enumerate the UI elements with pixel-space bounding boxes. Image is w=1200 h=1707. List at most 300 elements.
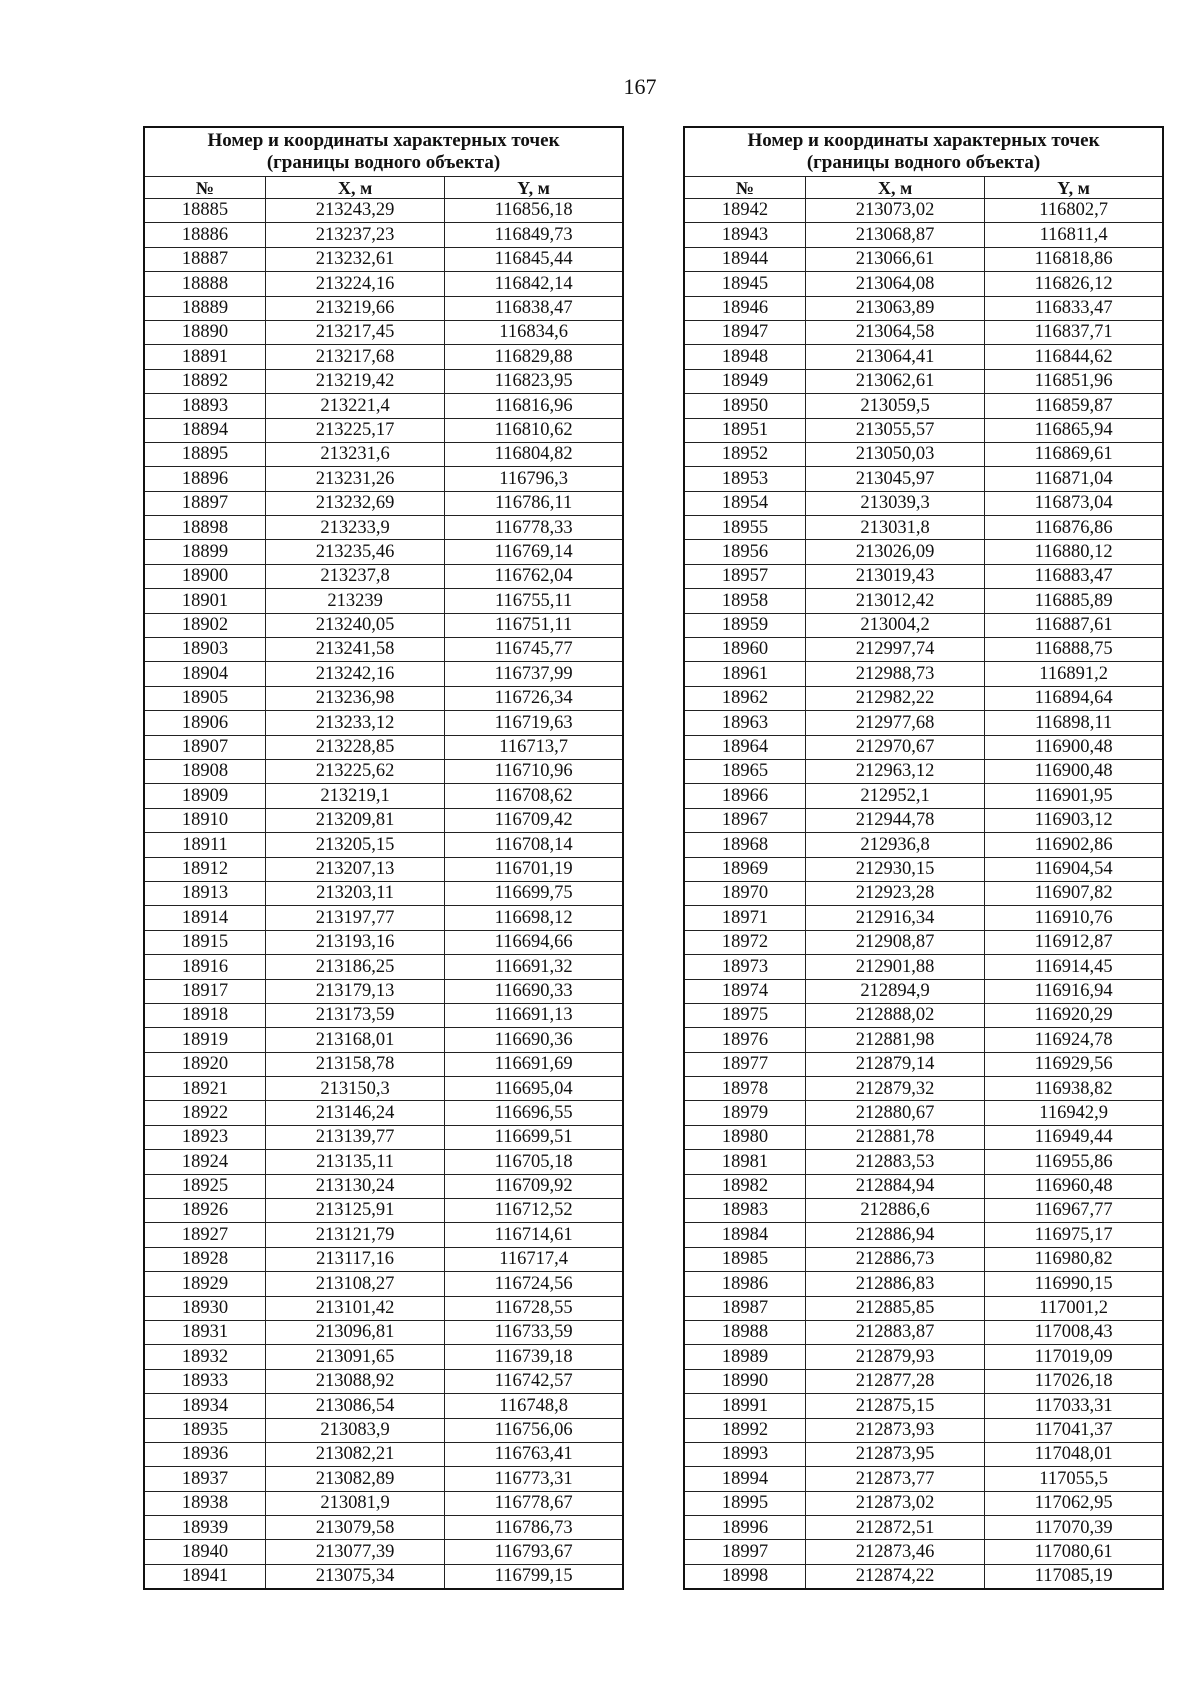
x-coordinate-cell: 213228,85 — [265, 735, 444, 759]
point-number-cell: 18905 — [144, 686, 265, 710]
table-row — [144, 1150, 623, 1174]
y-coordinate-cell: 116762,04 — [445, 564, 623, 588]
table-row — [684, 272, 1163, 296]
table-row — [144, 1272, 623, 1296]
table-row — [144, 1418, 623, 1442]
column-header-y: Y, м — [985, 177, 1163, 199]
point-number-cell: 18929 — [144, 1272, 265, 1296]
x-coordinate-cell: 213197,77 — [265, 906, 444, 930]
point-number-cell: 18894 — [144, 418, 265, 442]
point-number-cell: 18901 — [144, 589, 265, 613]
point-number-cell: 18931 — [144, 1320, 265, 1344]
table-row — [684, 1003, 1163, 1027]
y-coordinate-cell: 116811,4 — [985, 223, 1163, 247]
y-coordinate-cell: 116949,44 — [985, 1125, 1163, 1149]
point-number-cell: 18976 — [684, 1028, 805, 1052]
table-row — [684, 1247, 1163, 1271]
point-number-cell: 18992 — [684, 1418, 805, 1442]
table-row — [144, 1247, 623, 1271]
x-coordinate-cell: 213146,24 — [265, 1101, 444, 1125]
point-number-cell: 18974 — [684, 979, 805, 1003]
y-coordinate-cell: 116708,14 — [445, 833, 623, 857]
table-row — [144, 516, 623, 540]
table-row — [684, 564, 1163, 588]
x-coordinate-cell: 213079,58 — [265, 1516, 444, 1540]
y-coordinate-cell: 116690,36 — [445, 1028, 623, 1052]
table-row — [144, 1052, 623, 1076]
table-row — [144, 491, 623, 515]
y-coordinate-cell: 116748,8 — [445, 1394, 623, 1418]
x-coordinate-cell: 213173,59 — [265, 1003, 444, 1027]
point-number-cell: 18911 — [144, 833, 265, 857]
y-coordinate-cell: 116883,47 — [985, 564, 1163, 588]
point-number-cell: 18896 — [144, 467, 265, 491]
table-row — [684, 711, 1163, 735]
table-row — [144, 833, 623, 857]
x-coordinate-cell: 213077,39 — [265, 1540, 444, 1564]
x-coordinate-cell: 212879,93 — [805, 1345, 984, 1369]
table-row — [684, 296, 1163, 320]
point-number-cell: 18962 — [684, 686, 805, 710]
point-number-cell: 18895 — [144, 442, 265, 466]
x-coordinate-cell: 213217,45 — [265, 320, 444, 344]
point-number-cell: 18950 — [684, 394, 805, 418]
table-caption — [684, 127, 1163, 177]
point-number-cell: 18990 — [684, 1369, 805, 1393]
table-row — [144, 296, 623, 320]
x-coordinate-cell: 213231,6 — [265, 442, 444, 466]
point-number-cell: 18889 — [144, 296, 265, 320]
x-coordinate-cell: 213242,16 — [265, 662, 444, 686]
y-coordinate-cell: 116816,96 — [445, 394, 623, 418]
point-number-cell: 18907 — [144, 735, 265, 759]
x-coordinate-cell: 212881,78 — [805, 1125, 984, 1149]
x-coordinate-cell: 212977,68 — [805, 711, 984, 735]
point-number-cell: 18909 — [144, 784, 265, 808]
point-number-cell: 18903 — [144, 638, 265, 662]
y-coordinate-cell: 117001,2 — [985, 1296, 1163, 1320]
x-coordinate-cell: 213240,05 — [265, 613, 444, 637]
point-number-cell: 18902 — [144, 613, 265, 637]
x-coordinate-cell: 213045,97 — [805, 467, 984, 491]
point-number-cell: 18891 — [144, 345, 265, 369]
point-number-cell: 18908 — [144, 759, 265, 783]
x-coordinate-cell: 213075,34 — [265, 1564, 444, 1589]
y-coordinate-cell: 116778,67 — [445, 1491, 623, 1515]
x-coordinate-cell: 213086,54 — [265, 1394, 444, 1418]
x-coordinate-cell: 213205,15 — [265, 833, 444, 857]
point-number-cell: 18885 — [144, 199, 265, 223]
x-coordinate-cell: 212923,28 — [805, 881, 984, 905]
table-row — [144, 1296, 623, 1320]
point-number-cell: 18951 — [684, 418, 805, 442]
table-row — [684, 467, 1163, 491]
y-coordinate-cell: 117070,39 — [985, 1516, 1163, 1540]
y-coordinate-cell: 116859,87 — [985, 394, 1163, 418]
x-coordinate-cell: 213237,8 — [265, 564, 444, 588]
point-number-cell: 18906 — [144, 711, 265, 735]
point-number-cell: 18914 — [144, 906, 265, 930]
x-coordinate-cell: 212873,93 — [805, 1418, 984, 1442]
point-number-cell: 18958 — [684, 589, 805, 613]
table-row — [144, 638, 623, 662]
y-coordinate-cell: 116691,13 — [445, 1003, 623, 1027]
point-number-cell: 18925 — [144, 1174, 265, 1198]
table-row — [144, 1223, 623, 1247]
y-coordinate-cell: 116842,14 — [445, 272, 623, 296]
table-row — [144, 857, 623, 881]
y-coordinate-cell: 116838,47 — [445, 296, 623, 320]
y-coordinate-cell: 116901,95 — [985, 784, 1163, 808]
x-coordinate-cell: 212886,73 — [805, 1247, 984, 1271]
point-number-cell: 18949 — [684, 369, 805, 393]
y-coordinate-cell: 116910,76 — [985, 906, 1163, 930]
point-number-cell: 18915 — [144, 930, 265, 954]
point-number-cell: 18965 — [684, 759, 805, 783]
x-coordinate-cell: 213082,89 — [265, 1467, 444, 1491]
table-row — [684, 1442, 1163, 1466]
x-coordinate-cell: 213064,58 — [805, 320, 984, 344]
point-number-cell: 18913 — [144, 881, 265, 905]
y-coordinate-cell: 116799,15 — [445, 1564, 623, 1589]
y-coordinate-cell: 116891,2 — [985, 662, 1163, 686]
y-coordinate-cell: 116778,33 — [445, 516, 623, 540]
table-row — [684, 1418, 1163, 1442]
coordinates-table-right — [683, 126, 1164, 1590]
x-coordinate-cell: 212894,9 — [805, 979, 984, 1003]
y-coordinate-cell: 116695,04 — [445, 1077, 623, 1101]
x-coordinate-cell: 212885,85 — [805, 1296, 984, 1320]
table-row — [144, 1345, 623, 1369]
y-coordinate-cell: 116739,18 — [445, 1345, 623, 1369]
y-coordinate-cell: 116709,92 — [445, 1174, 623, 1198]
point-number-cell: 18997 — [684, 1540, 805, 1564]
x-coordinate-cell: 213225,62 — [265, 759, 444, 783]
y-coordinate-cell: 116865,94 — [985, 418, 1163, 442]
x-coordinate-cell: 213031,8 — [805, 516, 984, 540]
table-row — [684, 686, 1163, 710]
x-coordinate-cell: 213096,81 — [265, 1320, 444, 1344]
y-coordinate-cell: 116938,82 — [985, 1077, 1163, 1101]
table-row — [684, 1467, 1163, 1491]
x-coordinate-cell: 213219,66 — [265, 296, 444, 320]
x-coordinate-cell: 212874,22 — [805, 1564, 984, 1589]
table-row — [144, 711, 623, 735]
point-number-cell: 18957 — [684, 564, 805, 588]
x-coordinate-cell: 213019,43 — [805, 564, 984, 588]
point-number-cell: 18948 — [684, 345, 805, 369]
x-coordinate-cell: 212884,94 — [805, 1174, 984, 1198]
y-coordinate-cell: 116975,17 — [985, 1223, 1163, 1247]
table-row — [144, 1491, 623, 1515]
x-coordinate-cell: 213059,5 — [805, 394, 984, 418]
table-row — [684, 638, 1163, 662]
x-coordinate-cell: 213243,29 — [265, 199, 444, 223]
table-row — [684, 1394, 1163, 1418]
table-row — [144, 1077, 623, 1101]
table-row — [144, 662, 623, 686]
table-row — [684, 1125, 1163, 1149]
point-number-cell: 18972 — [684, 930, 805, 954]
y-coordinate-cell: 116714,61 — [445, 1223, 623, 1247]
point-number-cell: 18932 — [144, 1345, 265, 1369]
x-coordinate-cell: 213207,13 — [265, 857, 444, 881]
table-row — [144, 759, 623, 783]
y-coordinate-cell: 116924,78 — [985, 1028, 1163, 1052]
point-number-cell: 18930 — [144, 1296, 265, 1320]
y-coordinate-cell: 116851,96 — [985, 369, 1163, 393]
table-row — [144, 784, 623, 808]
y-coordinate-cell: 117055,5 — [985, 1467, 1163, 1491]
point-number-cell: 18953 — [684, 467, 805, 491]
y-coordinate-cell: 116900,48 — [985, 759, 1163, 783]
x-coordinate-cell: 213130,24 — [265, 1174, 444, 1198]
table-row — [144, 540, 623, 564]
x-coordinate-cell: 213241,58 — [265, 638, 444, 662]
x-coordinate-cell: 212880,67 — [805, 1101, 984, 1125]
y-coordinate-cell: 116894,64 — [985, 686, 1163, 710]
y-coordinate-cell: 116745,77 — [445, 638, 623, 662]
table-row — [144, 1320, 623, 1344]
table-row — [144, 1101, 623, 1125]
point-number-cell: 18956 — [684, 540, 805, 564]
point-number-cell: 18945 — [684, 272, 805, 296]
column-header-y: Y, м — [445, 177, 623, 199]
table-row — [684, 1516, 1163, 1540]
point-number-cell: 18971 — [684, 906, 805, 930]
point-number-cell: 18900 — [144, 564, 265, 588]
point-number-cell: 18996 — [684, 1516, 805, 1540]
y-coordinate-cell: 116990,15 — [985, 1272, 1163, 1296]
table-row — [144, 1516, 623, 1540]
x-coordinate-cell: 212952,1 — [805, 784, 984, 808]
table-row — [144, 979, 623, 1003]
y-coordinate-cell: 116724,56 — [445, 1272, 623, 1296]
table-row — [684, 1296, 1163, 1320]
point-number-cell: 18983 — [684, 1199, 805, 1223]
point-number-cell: 18947 — [684, 320, 805, 344]
table-row — [144, 247, 623, 271]
x-coordinate-cell: 213239 — [265, 589, 444, 613]
table-row — [684, 1077, 1163, 1101]
x-coordinate-cell: 212879,14 — [805, 1052, 984, 1076]
x-coordinate-cell: 213237,23 — [265, 223, 444, 247]
point-number-cell: 18967 — [684, 808, 805, 832]
y-coordinate-cell: 116885,89 — [985, 589, 1163, 613]
point-number-cell: 18898 — [144, 516, 265, 540]
y-coordinate-cell: 116698,12 — [445, 906, 623, 930]
table-row — [144, 808, 623, 832]
table-row — [684, 1564, 1163, 1589]
x-coordinate-cell: 213203,11 — [265, 881, 444, 905]
y-coordinate-cell: 116690,33 — [445, 979, 623, 1003]
y-coordinate-cell: 116710,96 — [445, 759, 623, 783]
table-row — [684, 491, 1163, 515]
x-coordinate-cell: 213082,21 — [265, 1442, 444, 1466]
x-coordinate-cell: 212886,94 — [805, 1223, 984, 1247]
y-coordinate-cell: 116699,51 — [445, 1125, 623, 1149]
point-number-cell: 18910 — [144, 808, 265, 832]
y-coordinate-cell: 117048,01 — [985, 1442, 1163, 1466]
table-row — [684, 1345, 1163, 1369]
point-number-cell: 18919 — [144, 1028, 265, 1052]
table-row — [684, 808, 1163, 832]
x-coordinate-cell: 213063,89 — [805, 296, 984, 320]
point-number-cell: 18922 — [144, 1101, 265, 1125]
table-row — [144, 1199, 623, 1223]
x-coordinate-cell: 213108,27 — [265, 1272, 444, 1296]
x-coordinate-cell: 212908,87 — [805, 930, 984, 954]
y-coordinate-cell: 116823,95 — [445, 369, 623, 393]
y-coordinate-cell: 116810,62 — [445, 418, 623, 442]
y-coordinate-cell: 116845,44 — [445, 247, 623, 271]
table-caption-line2: (границы водного объекта) — [266, 152, 501, 173]
point-number-cell: 18917 — [144, 979, 265, 1003]
y-coordinate-cell: 117080,61 — [985, 1540, 1163, 1564]
point-number-cell: 18989 — [684, 1345, 805, 1369]
table-row — [684, 1174, 1163, 1198]
y-coordinate-cell: 116967,77 — [985, 1199, 1163, 1223]
y-coordinate-cell: 116980,82 — [985, 1247, 1163, 1271]
x-coordinate-cell: 212872,51 — [805, 1516, 984, 1540]
table-row — [144, 930, 623, 954]
table-row — [144, 735, 623, 759]
x-coordinate-cell: 213135,11 — [265, 1150, 444, 1174]
y-coordinate-cell: 116728,55 — [445, 1296, 623, 1320]
point-number-cell: 18890 — [144, 320, 265, 344]
point-number-cell: 18928 — [144, 1247, 265, 1271]
point-number-cell: 18964 — [684, 735, 805, 759]
x-coordinate-cell: 213066,61 — [805, 247, 984, 271]
y-coordinate-cell: 116856,18 — [445, 199, 623, 223]
table-row — [684, 589, 1163, 613]
x-coordinate-cell: 213125,91 — [265, 1199, 444, 1223]
point-number-cell: 18912 — [144, 857, 265, 881]
y-coordinate-cell: 116942,9 — [985, 1101, 1163, 1125]
y-coordinate-cell: 116929,56 — [985, 1052, 1163, 1076]
x-coordinate-cell: 213064,08 — [805, 272, 984, 296]
table-row — [144, 418, 623, 442]
x-coordinate-cell: 213064,41 — [805, 345, 984, 369]
table-row — [684, 1199, 1163, 1223]
y-coordinate-cell: 116726,34 — [445, 686, 623, 710]
y-coordinate-cell: 116773,31 — [445, 1467, 623, 1491]
y-coordinate-cell: 116960,48 — [985, 1174, 1163, 1198]
point-number-cell: 18998 — [684, 1564, 805, 1589]
y-coordinate-cell: 116696,55 — [445, 1101, 623, 1125]
y-coordinate-cell: 116873,04 — [985, 491, 1163, 515]
point-number-cell: 18991 — [684, 1394, 805, 1418]
y-coordinate-cell: 116793,67 — [445, 1540, 623, 1564]
point-number-cell: 18995 — [684, 1491, 805, 1515]
y-coordinate-cell: 116763,41 — [445, 1442, 623, 1466]
y-coordinate-cell: 116920,29 — [985, 1003, 1163, 1027]
table-row — [144, 1003, 623, 1027]
point-number-cell: 18927 — [144, 1223, 265, 1247]
y-coordinate-cell: 116849,73 — [445, 223, 623, 247]
y-coordinate-cell: 116709,42 — [445, 808, 623, 832]
point-number-cell: 18952 — [684, 442, 805, 466]
table-row — [684, 394, 1163, 418]
point-number-cell: 18986 — [684, 1272, 805, 1296]
x-coordinate-cell: 213232,69 — [265, 491, 444, 515]
y-coordinate-cell: 116786,11 — [445, 491, 623, 515]
table-row — [684, 735, 1163, 759]
table-row — [144, 1174, 623, 1198]
point-number-cell: 18887 — [144, 247, 265, 271]
point-number-cell: 18886 — [144, 223, 265, 247]
y-coordinate-cell: 116701,19 — [445, 857, 623, 881]
y-coordinate-cell: 116691,69 — [445, 1052, 623, 1076]
table-body — [144, 199, 623, 1590]
y-coordinate-cell: 116751,11 — [445, 613, 623, 637]
x-coordinate-cell: 213235,46 — [265, 540, 444, 564]
x-coordinate-cell: 213168,01 — [265, 1028, 444, 1052]
table-row — [684, 979, 1163, 1003]
point-number-cell: 18988 — [684, 1320, 805, 1344]
column-header-number: № — [144, 177, 265, 199]
table-row — [144, 1442, 623, 1466]
point-number-cell: 18982 — [684, 1174, 805, 1198]
table-row — [144, 564, 623, 588]
y-coordinate-cell: 116756,06 — [445, 1418, 623, 1442]
table-row — [684, 1491, 1163, 1515]
table-row — [144, 1369, 623, 1393]
y-coordinate-cell: 116912,87 — [985, 930, 1163, 954]
x-coordinate-cell: 212879,32 — [805, 1077, 984, 1101]
table-row — [144, 1125, 623, 1149]
y-coordinate-cell: 116818,86 — [985, 247, 1163, 271]
table-row — [144, 394, 623, 418]
y-coordinate-cell: 116691,32 — [445, 955, 623, 979]
column-header-x: X, м — [265, 177, 444, 199]
x-coordinate-cell: 213073,02 — [805, 199, 984, 223]
point-number-cell: 18936 — [144, 1442, 265, 1466]
point-number-cell: 18966 — [684, 784, 805, 808]
y-coordinate-cell: 117033,31 — [985, 1394, 1163, 1418]
x-coordinate-cell: 213193,16 — [265, 930, 444, 954]
point-number-cell: 18923 — [144, 1125, 265, 1149]
table-row — [144, 272, 623, 296]
x-coordinate-cell: 212883,53 — [805, 1150, 984, 1174]
x-coordinate-cell: 212916,34 — [805, 906, 984, 930]
point-number-cell: 18970 — [684, 881, 805, 905]
column-header-x: X, м — [805, 177, 984, 199]
point-number-cell: 18963 — [684, 711, 805, 735]
x-coordinate-cell: 212886,6 — [805, 1199, 984, 1223]
table-caption-line1: Номер и координаты характерных точек — [747, 130, 1100, 151]
point-number-cell: 18940 — [144, 1540, 265, 1564]
table-row — [144, 1394, 623, 1418]
y-coordinate-cell: 116903,12 — [985, 808, 1163, 832]
point-number-cell: 18942 — [684, 199, 805, 223]
point-number-cell: 18904 — [144, 662, 265, 686]
x-coordinate-cell: 212877,28 — [805, 1369, 984, 1393]
y-coordinate-cell: 116955,86 — [985, 1150, 1163, 1174]
y-coordinate-cell: 116796,3 — [445, 467, 623, 491]
point-number-cell: 18944 — [684, 247, 805, 271]
y-coordinate-cell: 116904,54 — [985, 857, 1163, 881]
x-coordinate-cell: 213068,87 — [805, 223, 984, 247]
table-row — [684, 369, 1163, 393]
point-number-cell: 18933 — [144, 1369, 265, 1393]
table-caption-line1: Номер и координаты характерных точек — [207, 130, 560, 151]
x-coordinate-cell: 212873,77 — [805, 1467, 984, 1491]
point-number-cell: 18941 — [144, 1564, 265, 1589]
point-number-cell: 18959 — [684, 613, 805, 637]
table-row — [684, 442, 1163, 466]
y-coordinate-cell: 116804,82 — [445, 442, 623, 466]
